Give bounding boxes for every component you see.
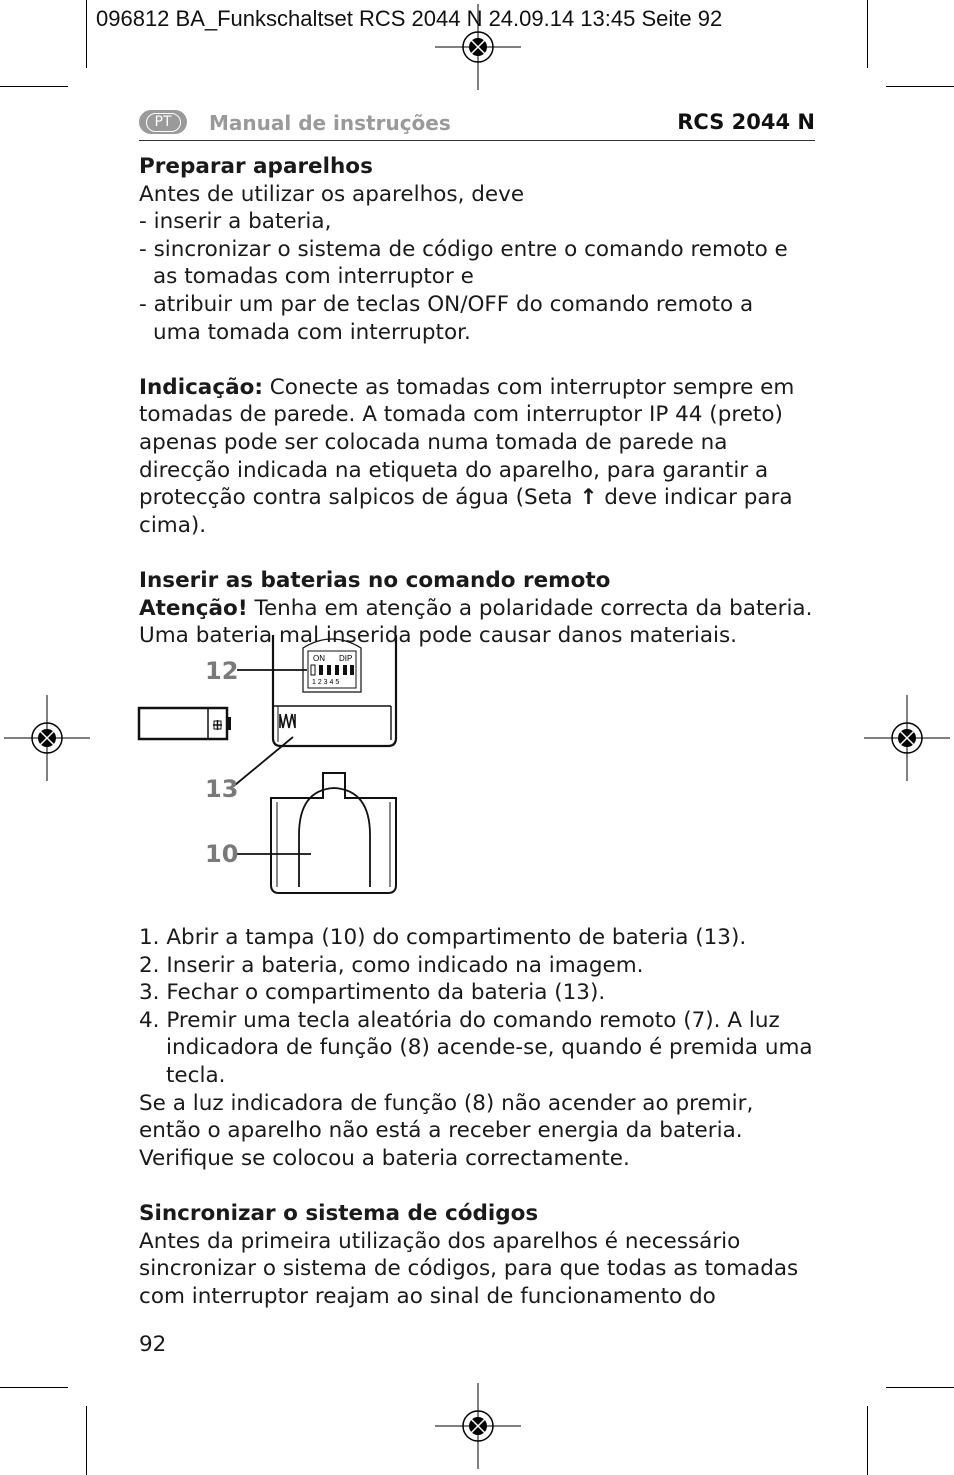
step-item: 4. Premir uma tecla aleatória do comando remoto (7). A luz indicadora de função (8) acende-se, quando é premida uma tecla.	[139, 1007, 813, 1088]
model-name: RCS 2044 N	[677, 110, 815, 134]
registration-mark-icon	[435, 4, 521, 90]
registration-mark-icon	[864, 695, 950, 781]
crop-mark	[867, 1406, 868, 1475]
paragraph: Antes da primeira utilização dos aparelhos é necessário sincronizar o sistema de códigos, para que todas as tomadas com interruptor reajam ao sinal de funcionamento do	[139, 1228, 799, 1309]
language-badge	[139, 110, 187, 134]
crop-mark	[0, 86, 68, 87]
figure-label-12: 12	[205, 657, 239, 685]
list-item: - sincronizar o sistema de código entre o comando remoto e as tomadas com interruptor e	[139, 236, 788, 290]
print-slug: 096812 BA_Funkschaltset RCS 2044 N 24.09.14 13:45 Seite 92	[96, 6, 723, 31]
page-number: 92	[139, 1332, 167, 1357]
page-header	[139, 108, 815, 141]
section-heading: Inserir as baterias no comando remoto	[139, 567, 611, 593]
step-item: 2. Inserir a bateria, como indicado na imagem.	[139, 952, 644, 978]
dip-dip-label: DIP	[339, 654, 353, 663]
attention-text: Tenha em atenção a polaridade correcta da bateria. Uma bateria mal inserida pode causar danos materiais.	[139, 595, 813, 649]
note-text-end: deve indicar para cima).	[139, 485, 793, 538]
paragraph: Antes de utilizar os aparelhos, deve	[139, 181, 525, 207]
note-paragraph	[139, 374, 819, 540]
crop-mark	[0, 1387, 68, 1388]
section-heading: Sincronizar o sistema de códigos	[139, 1200, 539, 1226]
note-label: Indicação:	[139, 374, 263, 400]
language-badge-label: PT	[146, 113, 181, 132]
list-item: - inserir a bateria,	[139, 209, 332, 235]
step-item: 1. Abrir a tampa (10) do compartimento de bateria (13).	[139, 925, 747, 950]
crop-mark	[86, 0, 87, 68]
figure-label-13: 13	[205, 775, 239, 803]
battery-compartment-figure	[135, 630, 405, 900]
figure-label-10: 10	[205, 840, 239, 868]
crop-mark	[886, 86, 954, 87]
step-item: 3. Fechar o compartimento da bateria (13).	[139, 980, 606, 1006]
note-text: Conecte as tomadas com interruptor sempre em tomadas de parede. A tomada com interruptor IP 44 (preto) apenas pode ser colocada numa tomada de parede na direcção indicada na etiqueta do aparelho, para garantir a protecção contra salpicos de água (Seta	[139, 374, 795, 511]
crop-mark	[867, 0, 868, 68]
up-arrow-icon: ↑	[579, 485, 598, 511]
attention-label: Atenção!	[139, 595, 248, 621]
manual-title: Manual de instruções	[209, 111, 451, 135]
paragraph: Se a luz indicadora de função (8) não acender ao premir, então o aparelho não está a receber energia da bateria. Verifique se colocou a bateria correctamente.	[139, 1090, 754, 1171]
crop-mark	[886, 1387, 954, 1388]
registration-mark-icon	[435, 1383, 521, 1469]
list-item: - atribuir um par de teclas ON/OFF do comando remoto a uma tomada com interruptor.	[139, 291, 754, 345]
dip-on-label: ON	[313, 654, 325, 663]
dip-numbers: 1 2 3 4 5	[312, 679, 340, 686]
crop-mark	[86, 1406, 87, 1475]
section-heading: Preparar aparelhos	[139, 154, 373, 179]
main-content-bottom	[139, 924, 829, 1310]
registration-mark-icon	[4, 695, 90, 781]
main-content-top	[139, 153, 829, 650]
